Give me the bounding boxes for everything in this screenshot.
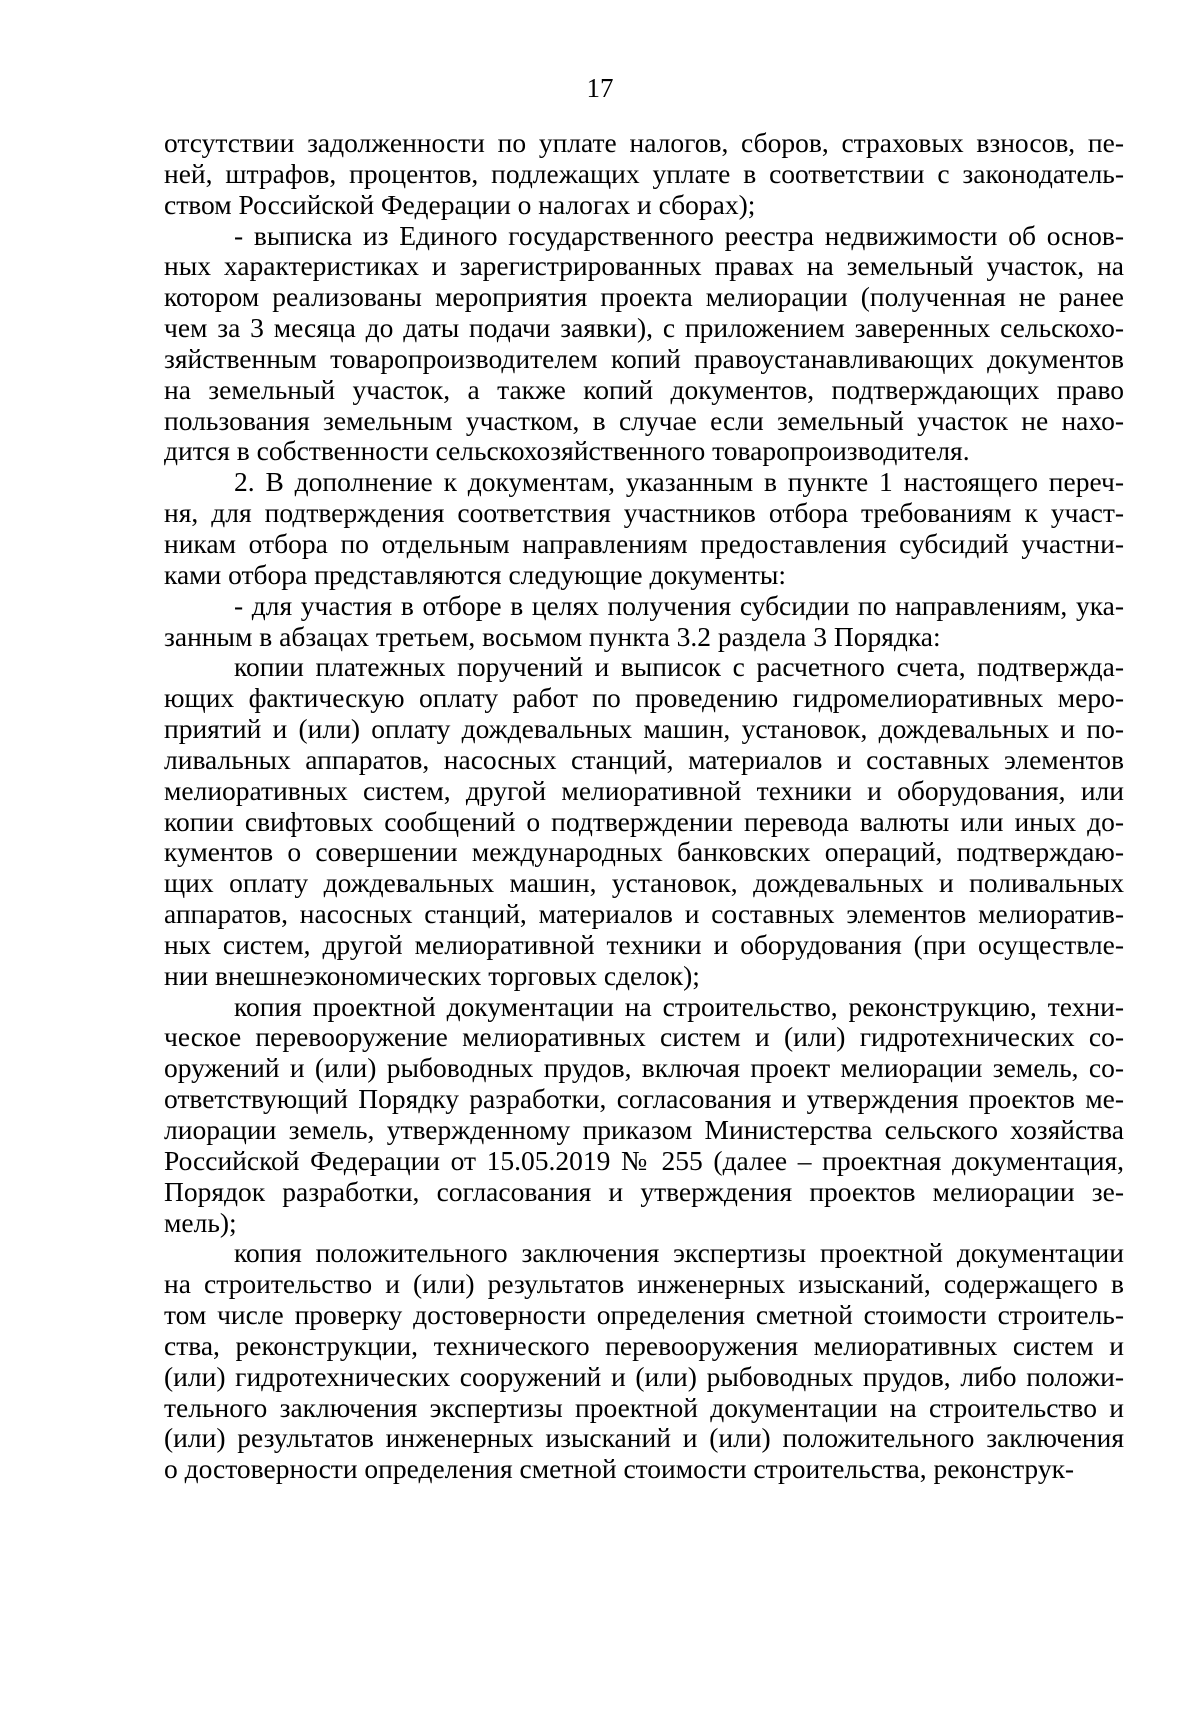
text-line: мелиоративных систем, другой мелиоративной техники и оборудования, или <box>164 775 1124 806</box>
text-line: 2. В дополнение к документам, указанным в пункте 1 настоящего переч- <box>234 467 1124 498</box>
text-line: ней, штрафов, процентов, подлежащих уплате в соответствии с законодатель- <box>164 158 1124 189</box>
text-line: - выписка из Единого государственного реестра недвижимости об основ- <box>234 220 1124 251</box>
text-line: ня, для подтверждения соответствия участников отбора требованиям к участ- <box>164 498 1124 529</box>
paragraph <box>164 128 1124 221</box>
text-line: чем за 3 месяца до даты подачи заявки), с приложением заверенных сельскохо- <box>164 313 1124 344</box>
text-line: ками отбора представляются следующие документы: <box>164 559 787 590</box>
text-line: (или) результатов инженерных изысканий и (или) положительного заключения <box>164 1423 1124 1454</box>
text-line: тельного заключения экспертизы проектной документации на строительство и <box>164 1392 1124 1423</box>
text-line: на земельный участок, а также копий документов, подтверждающих право <box>164 374 1124 405</box>
page-number: 17 <box>586 73 614 103</box>
text-line: ческое перевооружение мелиоративных систем и (или) гидротехнических со- <box>164 1022 1124 1053</box>
text-line: ных систем, другой мелиоративной техники и оборудования (при осуществле- <box>164 929 1124 960</box>
text-line: оружений и (или) рыбоводных прудов, включая проект мелиорации земель, со- <box>164 1053 1124 1084</box>
paragraph <box>164 652 1124 991</box>
text-line: дится в собственности сельскохозяйственного товаропроизводителя. <box>164 436 970 467</box>
paragraph <box>164 1238 1124 1485</box>
text-line: кументов о совершении международных банковских операций, подтверждаю- <box>164 837 1124 868</box>
text-line: копия проектной документации на строительство, реконструкцию, техни- <box>234 991 1124 1022</box>
text-line: ющих фактическую оплату работ по проведению гидромелиоративных меро- <box>164 683 1124 714</box>
text-line: зяйственным товаропроизводителем копий правоустанавливающих документов <box>164 343 1124 374</box>
text-line: щих оплату дождевальных машин, установок, дождевальных и поливальных <box>164 868 1124 899</box>
text-line: Порядок разработки, согласования и утверждения проектов мелиорации зе- <box>164 1176 1124 1207</box>
text-line: на строительство и (или) результатов инженерных изысканий, содержащего в <box>164 1269 1124 1300</box>
text-line: копии свифтовых сообщений о подтверждении перевода валюты или иных до- <box>164 806 1124 837</box>
text-line: отсутствии задолженности по уплате налогов, сборов, страховых взносов, пе- <box>164 128 1124 158</box>
text-line: ответствующий Порядку разработки, согласования и утверждения проектов ме- <box>164 1084 1124 1115</box>
text-line: лиорации земель, утвержденному приказом Министерства сельского хозяйства <box>164 1115 1124 1145</box>
text-line: (или) гидротехнических сооружений и (или) рыбоводных прудов, либо положи- <box>164 1361 1124 1392</box>
text-line: аппаратов, насосных станций, материалов и составных элементов мелиоратив- <box>164 899 1124 930</box>
text-line: приятий и (или) оплату дождевальных машин, установок, дождевальных и по- <box>164 714 1124 745</box>
text-line: пользования земельным участком, в случае если земельный участок не нахо- <box>164 405 1124 436</box>
text-line: никам отбора по отдельным направлениям предоставления субсидий участни- <box>164 528 1124 559</box>
text-line: мель); <box>164 1207 237 1238</box>
text-line: копия положительного заключения экспертизы проектной документации <box>234 1238 1124 1269</box>
paragraph <box>164 591 1124 653</box>
text-line: котором реализованы мероприятия проекта мелиорации (полученная не ранее <box>164 282 1124 313</box>
text-line: Российской Федерации от 15.05.2019 № 255 (далее – проектная документация, <box>164 1145 1124 1176</box>
paragraph <box>164 467 1124 590</box>
text-line: ливальных аппаратов, насосных станций, материалов и составных элементов <box>164 744 1124 775</box>
paragraph <box>164 221 1124 468</box>
text-line: том числе проверку достоверности определения сметной стоимости строитель- <box>164 1300 1124 1331</box>
text-line: - для участия в отборе в целях получения субсидии по направлениям, ука- <box>234 590 1124 621</box>
paragraph <box>164 992 1124 1239</box>
text-line: копии платежных поручений и выписок с расчетного счета, подтвержда- <box>234 652 1124 683</box>
text-line: нии внешнеэкономических торговых сделок); <box>164 960 700 991</box>
text-line: занным в абзацах третьем, восьмом пункта 3.2 раздела 3 Порядка: <box>164 621 941 652</box>
text-line: ных характеристиках и зарегистрированных правах на земельный участок, на <box>164 251 1124 282</box>
body-text <box>164 128 1124 1485</box>
text-line: о достоверности определения сметной стоимости строительства, реконструк- <box>164 1454 1075 1485</box>
text-line: ства, реконструкции, технического перевооружения мелиоративных систем и <box>164 1330 1124 1361</box>
text-line: ством Российской Федерации о налогах и сборах); <box>164 189 756 220</box>
